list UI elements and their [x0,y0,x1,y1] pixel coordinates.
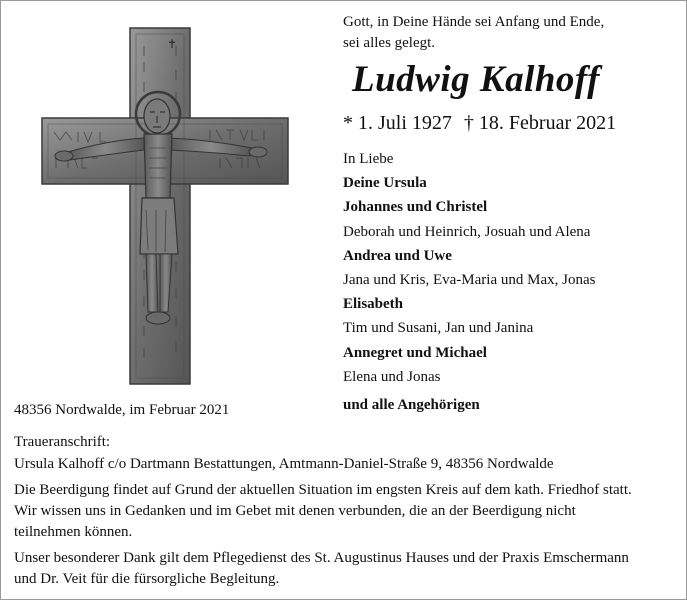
family-entry: Johannes und Christel [343,199,488,216]
thanks-line-2: und Dr. Veit für die fürsorgliche Begleitung. [14,571,280,587]
family-entry: Deine Ursula [343,175,427,192]
thanks-line-1: Unser besonderer Dank gilt dem Pflegedienst des St. Augustinus Hauses und der Praxis Emschermann [14,550,629,566]
motto-line-1: Gott, in Deine Hände sei Anfang und Ende, [343,14,605,30]
family-entry: Andrea und Uwe [343,247,452,264]
family-entry: Annegret und Michael [343,344,487,361]
motto-line-2: sei alles gelegt. [343,35,436,51]
address-line: Ursula Kalhoff c/o Dartmann Bestattungen, Amtmann-Daniel-Straße 9, 48356 Nordwalde [14,456,554,472]
death-date: † 18. Februar 2021 [463,112,617,134]
family-entry: Elena und Jonas [343,368,441,385]
family-intro: In Liebe [343,151,394,167]
address-label: Traueranschrift: [14,434,111,450]
deceased-name: Ludwig Kalhoff [352,59,600,100]
crucifix-image [20,26,290,386]
thanks-notice [14,548,676,590]
family-entry: Elisabeth [343,296,404,313]
family-entry: Jana und Kris, Eva-Maria und Max, Jonas [343,272,596,289]
funeral-line-2: Wir wissen uns in Gedanken und im Gebet mit denen verbunden, die an der Beerdigung nicht [14,503,576,519]
mourning-address [14,431,674,475]
motto-verse [343,12,673,54]
svg-text:✝: ✝ [167,37,178,51]
funeral-line-1: Die Beerdigung findet auf Grund der aktuellen Situation im engsten Kreis auf dem kath. Friedhof statt. [14,482,632,498]
birth-date: * 1. Juli 1927 [343,112,452,134]
family-closing: und alle Angehörigen [343,397,480,414]
funeral-notice [14,480,676,543]
crucifix-icon [20,26,290,386]
family-entry: Deborah und Heinrich, Josuah und Alena [343,223,591,240]
life-dates [343,112,616,135]
place-date: 48356 Nordwalde, im Februar 2021 [14,402,230,418]
funeral-line-3: teilnehmen können. [14,524,133,540]
family-list [343,147,673,417]
family-entry: Tim und Susani, Jan und Janina [343,320,534,337]
